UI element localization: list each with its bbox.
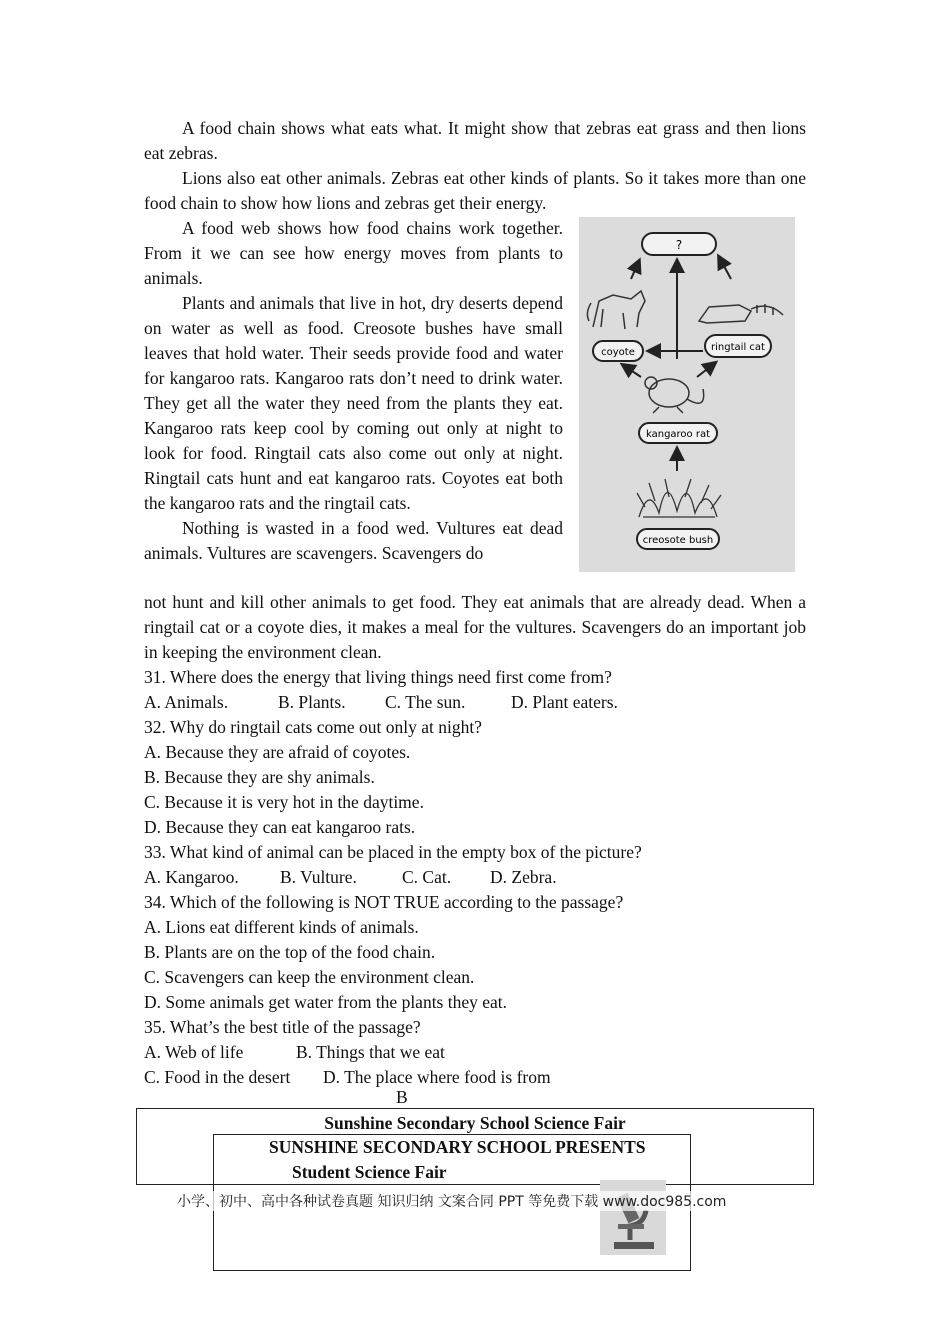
question-35-options-1 xyxy=(144,1040,806,1065)
section-b-label: B xyxy=(396,1087,408,1107)
q32-option-d: D. Because they can eat kangaroo rats. xyxy=(144,817,416,837)
passage-narrow xyxy=(144,216,563,566)
q31-option-d: D. Plant eaters. xyxy=(511,692,618,712)
q31-option-b: B. Plants. xyxy=(278,692,346,712)
q33-option-b: B. Vulture. xyxy=(280,867,357,887)
ringtail-label: ringtail cat xyxy=(711,342,765,353)
empty-box-label: ? xyxy=(675,238,683,252)
question-33-options xyxy=(144,865,806,890)
q35-option-a: A. Web of life xyxy=(144,1042,244,1062)
coyote-label: coyote xyxy=(601,347,635,358)
question-35: 35. What’s the best title of the passage? xyxy=(144,1017,421,1037)
q32-option-b: B. Because they are shy animals. xyxy=(144,767,375,787)
q34-option-d: D. Some animals get water from the plants they eat. xyxy=(144,992,508,1012)
food-web-figure xyxy=(579,217,795,572)
q33-option-d: D. Zebra. xyxy=(490,867,557,887)
poster-fair-line: Student Science Fair xyxy=(292,1162,447,1182)
paragraph-2: Lions also eat other animals. Zebras eat other kinds of plants. So it takes more than one food chain to show how lions and zebras get their energy. xyxy=(144,168,806,213)
paragraph-5-start: Nothing is wasted in a food wed. Vultures eat dead animals. Vultures are scavengers. Scavengers do xyxy=(144,518,563,563)
q32-option-c: C. Because it is very hot in the daytime. xyxy=(144,792,424,812)
kangaroo-rat-drawing xyxy=(645,377,704,413)
coyote-drawing xyxy=(587,291,645,329)
q32-option-a: A. Because they are afraid of coyotes. xyxy=(144,742,411,762)
q33-option-a: A. Kangaroo. xyxy=(144,867,239,887)
paragraph-5-end: not hunt and kill other animals to get food. They eat animals that are already dead. When a ringtail cat or a coyote dies, it makes a meal for the vultures. Scavengers do an important job in keeping the environment clean. xyxy=(144,592,806,662)
question-31: 31. Where does the energy that living things need first come from? xyxy=(144,667,612,687)
question-32: 32. Why do ringtail cats come out only at night? xyxy=(144,717,482,737)
science-fair-title: Sunshine Secondary School Science Fair xyxy=(324,1113,626,1133)
passage-top xyxy=(144,116,806,216)
poster-presents-line: SUNSHINE SECONDARY SCHOOL PRESENTS xyxy=(269,1137,646,1157)
food-web-diagram xyxy=(579,217,795,572)
bush-label: creosote bush xyxy=(642,535,714,546)
paragraph-3: A food web shows how food chains work together. From it we can see how energy moves from plants to animals. xyxy=(144,218,563,288)
q31-option-a: A. Animals. xyxy=(144,692,229,712)
question-33: 33. What kind of animal can be placed in the empty box of the picture? xyxy=(144,842,642,862)
q34-option-a: A. Lions eat different kinds of animals. xyxy=(144,917,419,937)
creosote-bush-drawing xyxy=(637,479,721,517)
question-35-options-2 xyxy=(144,1065,806,1090)
page-footer: 小学、初中、高中各种试卷真题 知识归纳 文案合同 PPT 等免费下载 www.doc985.com xyxy=(177,1191,726,1211)
q31-option-c: C. The sun. xyxy=(385,692,466,712)
passage-bottom xyxy=(144,590,806,1090)
q34-option-c: C. Scavengers can keep the environment clean. xyxy=(144,967,475,987)
question-31-options xyxy=(144,690,806,715)
paragraph-1: A food chain shows what eats what. It might show that zebras eat grass and then lions eat zebras. xyxy=(144,118,806,163)
ringtail-drawing xyxy=(699,304,783,323)
q34-option-b: B. Plants are on the top of the food chain. xyxy=(144,942,436,962)
kangaroo-label: kangaroo rat xyxy=(645,429,711,440)
q35-option-b: B. Things that we eat xyxy=(296,1042,445,1062)
paragraph-4: Plants and animals that live in hot, dry deserts depend on water as well as food. Creosote bushes have small leaves that hold water. Their seeds provide food and water for kangaroo rats. Kangaroo rats don’t need to drink water. They get all the water they need from the plants they eat. Kangaroo rats keep cool by coming out only at night to look for food. Ringtail cats also come out only at night. Ringtail cats hunt and eat kangaroo rats. Coyotes eat both the kangaroo rats and the ringtail cats. xyxy=(144,293,563,513)
q33-option-c: C. Cat. xyxy=(402,867,452,887)
q35-option-d: D. The place where food is from xyxy=(323,1067,551,1087)
question-34: 34. Which of the following is NOT TRUE according to the passage? xyxy=(144,892,624,912)
q35-option-c: C. Food in the desert xyxy=(144,1067,291,1087)
